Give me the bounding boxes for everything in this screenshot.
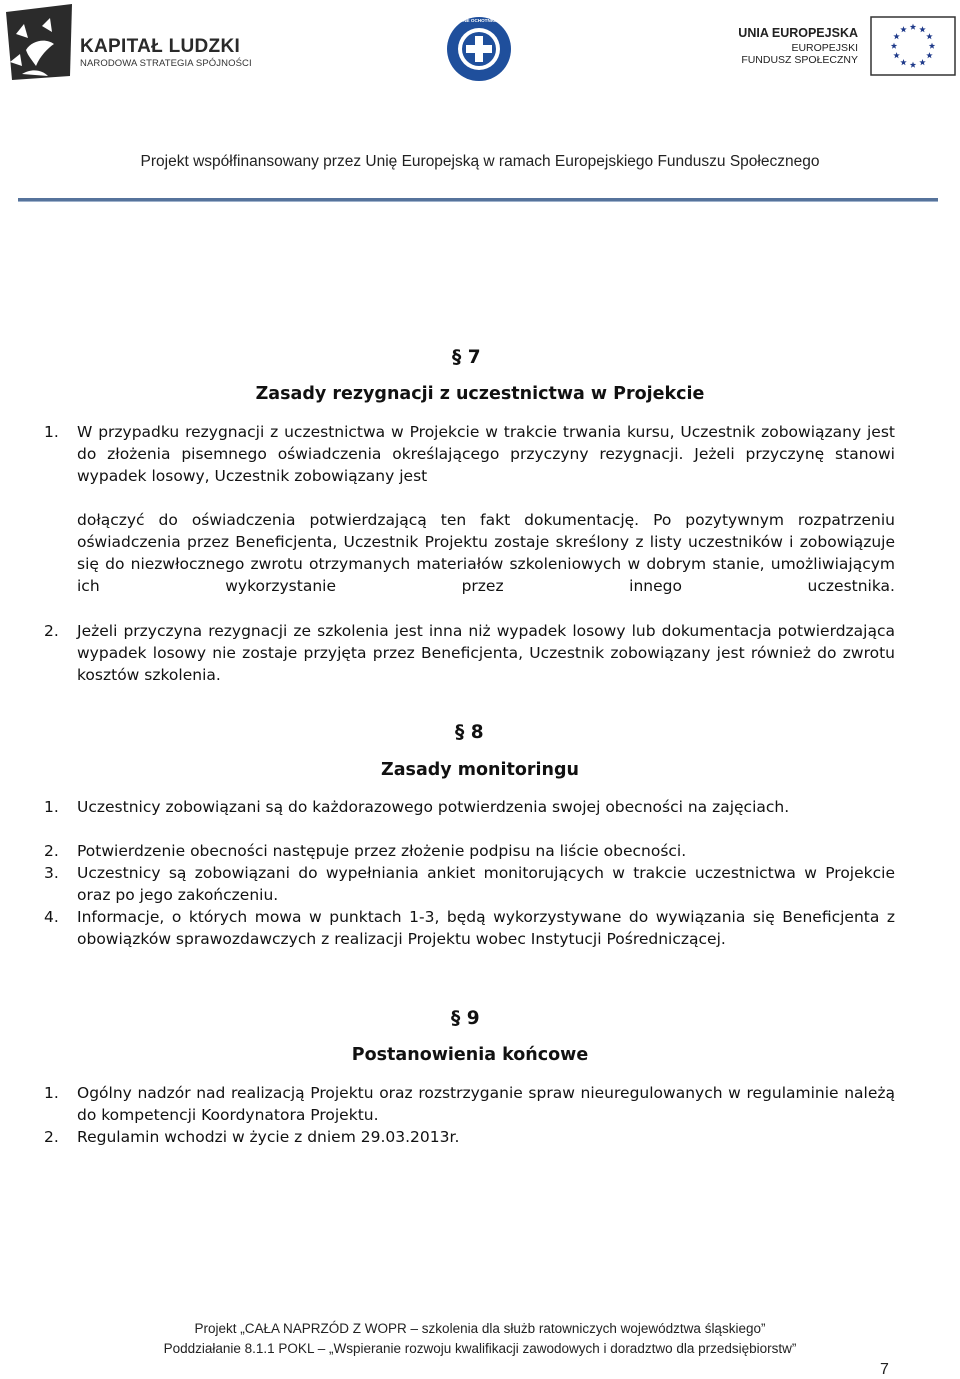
s7-item-1-number: 1. xyxy=(44,423,59,441)
s8-item-3-number: 3. xyxy=(44,864,59,882)
s7-item-1-text-part2: dołączyć do oświadczenia potwierdzającą ten fakt dokumentację. Po pozytywnym rozpatrzeniu oświadczenia przez Beneficjenta, Uczestnik Projektu zostaje skreślony z listy uczestników i zobowiązuje się do niezwłocznego zwrotu otrzymanych materiałów szkoleniowych w dobrym stanie, umożliwiającym ich wykorzystanie przez innego uczestnika. xyxy=(77,511,895,595)
s9-item-1-number: 1. xyxy=(44,1084,59,1102)
s9-item-2-text: Regulamin wchodzi w życie z dniem 29.03.2013r. xyxy=(77,1128,460,1146)
section-8-title: Zasady monitoringu xyxy=(381,760,579,780)
s7-item-2-number: 2. xyxy=(44,622,59,640)
s7-item-2-text: Jeżeli przyczyna rezygnacji ze szkolenia jest inna niż wypadek losowy lub dokumentacja potwierdzająca wypadek losowy nie zostaje przyjęta przez Beneficjenta, Uczestnik zobowiązany jest również do zwrotu kosztów szkolenia. xyxy=(77,622,895,684)
s8-item-1-number: 1. xyxy=(44,798,59,816)
wopr-logo xyxy=(446,16,563,82)
footer-measure-line: Poddziałanie 8.1.1 POKL – „Wspieranie rozwoju kwalifikacji zawodowych i doradztwo dla przedsiębiorstw” xyxy=(163,1341,797,1356)
s8-item-2-number: 2. xyxy=(44,842,59,860)
s8-item-4-text: Informacje, o których mowa w punktach 1-3, będą wykorzystywane do wywiązania się Beneficjenta z obowiązków sprawozdawczych z realizacji Projektu wobec Instytucji Pośredniczącej. xyxy=(77,908,895,948)
s8-item-2-text: Potwierdzenie obecności następuje przez złożenie podpisu na liście obecności. xyxy=(77,842,687,860)
s7-item-1-text-part1: W przypadku rezygnacji z uczestnictwa w Projekcie w trakcie trwania kursu, Uczestnik zobowiązany jest do złożenia pisemnego oświadczenia określającego przyczyny rezygnacji. Jeżeli przyczynę stanowi wypadek losowy, Uczestnik zobowiązany jest xyxy=(77,423,895,485)
eu-subtitle-1: EUROPEJSKI xyxy=(791,42,858,54)
section-9-title: Postanowienia końcowe xyxy=(351,1045,589,1065)
wopr-ring-text: WODNE OCHOTNICZE POGOTOWIE RATUNKOWE xyxy=(452,18,563,23)
cofinancing-note: Projekt współfinansowany przez Unię Europejską w ramach Europejskiego Funduszu Społecznego xyxy=(140,153,820,170)
kapital-ludzki-subtitle: NARODOWA STRATEGIA SPÓJNOŚCI xyxy=(80,58,252,69)
kapital-ludzki-title: KAPITAŁ LUDZKI xyxy=(80,36,241,57)
section-8-number: § 8 xyxy=(455,722,484,743)
s9-item-1-text: Ogólny nadzór nad realizacją Projektu oraz rozstrzyganie spraw nieuregulowanych w regulaminie należą do kompetencji Koordynatora Projektu. xyxy=(77,1084,895,1124)
s8-item-1-text: Uczestnicy zobowiązani są do każdorazowego potwierdzenia swojej obecności na zajęciach. xyxy=(77,798,790,816)
section-9-number: § 9 xyxy=(451,1008,480,1029)
s8-item-4-number: 4. xyxy=(44,908,59,926)
footer-project-line: Projekt „CAŁA NAPRZÓD Z WOPR – szkolenia dla służb ratowniczych województwa śląskiego” xyxy=(194,1321,766,1336)
section-7-number: § 7 xyxy=(452,347,481,368)
eu-subtitle-2: FUNDUSZ SPOŁECZNY xyxy=(741,54,858,66)
s8-item-3-text: Uczestnicy są zobowiązani do wypełniania ankiet monitorujących w trakcie uczestnictwa w Projekcie oraz po jego zakończeniu. xyxy=(77,864,895,904)
s9-item-2-number: 2. xyxy=(44,1128,59,1146)
header-divider xyxy=(18,198,938,201)
page-number: 7 xyxy=(880,1361,889,1378)
section-7-title: Zasady rezygnacji z uczestnictwa w Projekcie xyxy=(255,384,705,404)
eu-title: UNIA EUROPEJSKA xyxy=(738,26,858,40)
eu-flag-icon xyxy=(870,16,956,76)
